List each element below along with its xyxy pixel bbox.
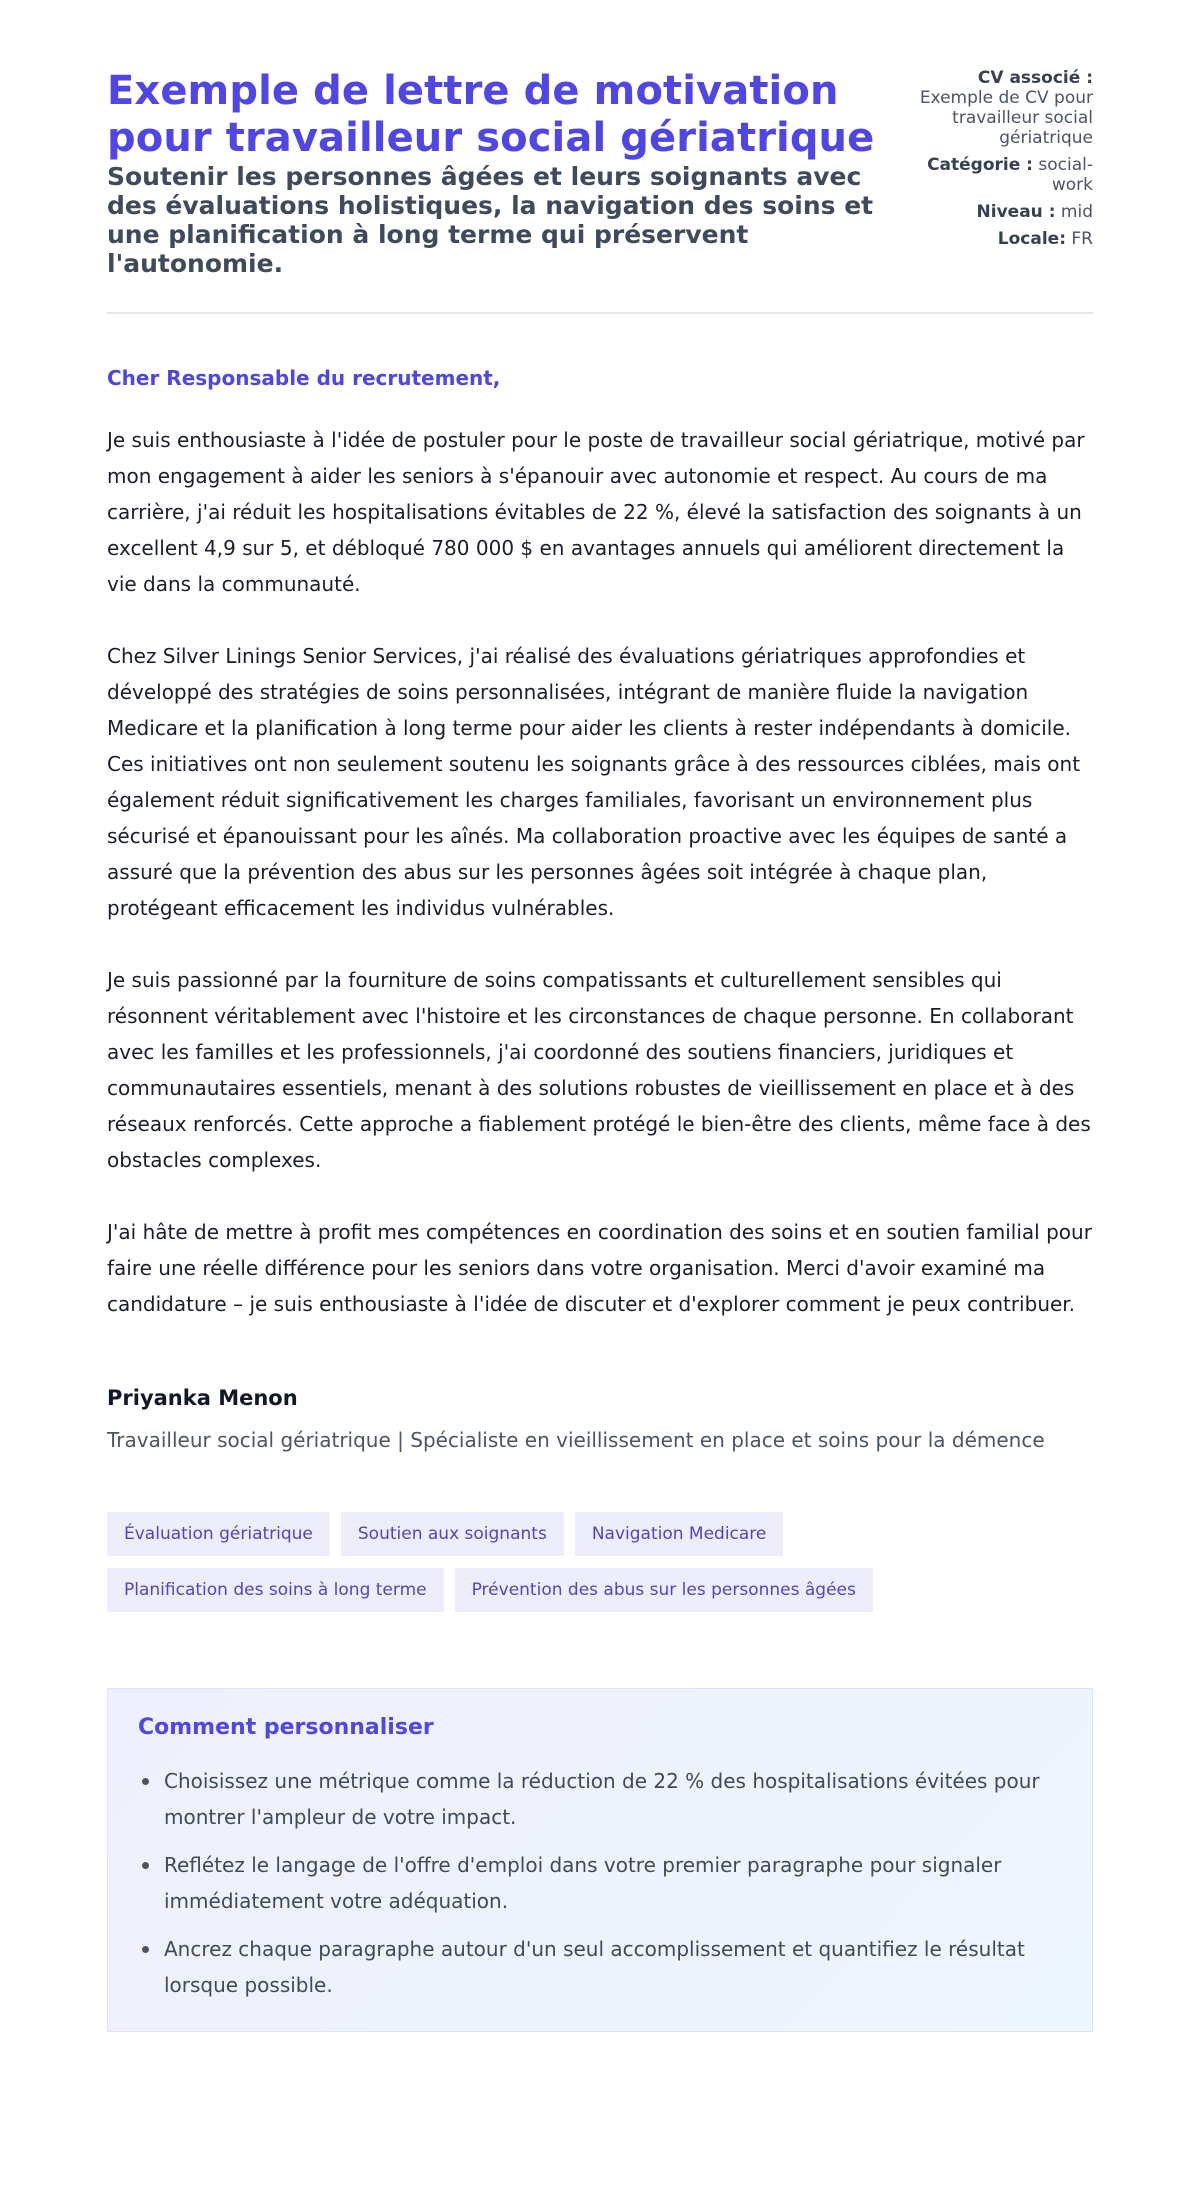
page-title: Exemple de lettre de motivation pour travailleur social gériatrique: [107, 68, 875, 161]
meta-cv-label: CV associé :: [977, 68, 1093, 88]
meta-locale: [893, 229, 1093, 249]
meta-level-value: mid: [1060, 202, 1093, 222]
tip-text: Reflétez le langage de l'offre d'emploi dans votre premier paragraphe pour signaler immédiatement votre adéquation.: [164, 1853, 1002, 1913]
bullet-icon: [142, 1778, 149, 1785]
tip-item: [138, 1847, 1062, 1919]
skill-tags: [107, 1512, 1093, 1612]
letter-body: [107, 364, 1093, 1322]
tip-text: Ancrez chaque paragraphe autour d'un seul accomplissement et quantifiez le résultat lorsque possible.: [164, 1937, 1025, 1997]
meta-level: [893, 202, 1093, 222]
meta-panel: [893, 68, 1093, 256]
tag-medicare-navigation: Navigation Medicare: [575, 1512, 784, 1556]
meta-cv: [893, 68, 1093, 148]
meta-cv-value: Exemple de CV pour travailleur social gériatrique: [919, 88, 1093, 148]
tag-caregiver-support: Soutien aux soignants: [341, 1512, 564, 1556]
salutation: Cher Responsable du recrutement,: [107, 366, 501, 390]
tip-text: Choisissez une métrique comme la réduction de 22 % des hospitalisations évitées pour montrer l'ampleur de votre impact.: [164, 1769, 1040, 1829]
paragraph-experience: Chez Silver Linings Senior Services, j'ai réalisé des évaluations gériatriques approfondies et développé des stratégies de soins personnalisées, intégrant de manière fluide la navigation Medicare et la planification à long terme pour aider les clients à rester indépendants à domicile. Ces initiatives ont non seulement soutenu les soignants grâce à des ressources ciblées, mais ont également réduit significativement les charges familiales, favorisant un environnement plus sécurisé et épanouissant pour les aînés. Ma collaboration proactive avec les équipes de santé a assuré que la prévention des abus sur les personnes âgées soit intégrée à chaque plan, protégeant efficacement les individus vulnérables.: [107, 644, 1081, 920]
letter-paragraphs: [107, 422, 1093, 1322]
customization-tips: [107, 1688, 1093, 2032]
page-subtitle: Soutenir les personnes âgées et leurs soignants avec des évaluations holistiques, la navigation des soins et une planification à long terme qui préservent l'autonomie.: [107, 162, 874, 278]
meta-locale-value: FR: [1071, 229, 1093, 249]
page-header: [107, 68, 1093, 314]
tag-elder-abuse-prevention: Prévention des abus sur les personnes âgées: [455, 1568, 873, 1612]
signature-title: Travailleur social gériatrique | Spécialiste en vieillissement en place et soins pour la démence: [107, 1428, 1045, 1452]
tips-list: [138, 1763, 1062, 2003]
paragraph-closing: J'ai hâte de mettre à profit mes compétences en coordination des soins et en soutien familial pour faire une réelle différence pour les seniors dans votre organisation. Merci d'avoir examiné ma candidature – je suis enthousiaste à l'idée de discuter et d'explorer comment je peux contribuer.: [107, 1220, 1092, 1316]
bullet-icon: [142, 1946, 149, 1953]
meta-locale-label: Locale:: [997, 229, 1066, 249]
header-main: [107, 68, 887, 278]
tag-long-term-care-planning: Planification des soins à long terme: [107, 1568, 444, 1612]
tip-item: [138, 1763, 1062, 1835]
meta-category: [893, 155, 1093, 195]
bullet-icon: [142, 1862, 149, 1869]
signature-name: Priyanka Menon: [107, 1386, 298, 1410]
tips-title: Comment personnaliser: [138, 1715, 434, 1740]
paragraph-approach: Je suis passionné par la fourniture de soins compatissants et culturellement sensibles qui résonnent véritablement avec l'histoire et les circonstances de chaque personne. En collaborant avec les familles et les professionnels, j'ai coordonné des soutiens financiers, juridiques et communautaires essentiels, menant à des solutions robustes de vieillissement en place et à des réseaux renforcés. Cette approche a fiablement protégé le bien-être des clients, même face à des obstacles complexes.: [107, 968, 1091, 1172]
signature-block: [107, 1384, 1093, 1458]
paragraph-intro: Je suis enthousiaste à l'idée de postuler pour le poste de travailleur social gériatrique, motivé par mon engagement à aider les seniors à s'épanouir avec autonomie et respect. Au cours de ma carrière, j'ai réduit les hospitalisations évitables de 22 %, élevé la satisfaction des soignants à un excellent 4,9 sur 5, et débloqué 780 000 $ en avantages annuels qui améliorent directement la vie dans la communauté.: [107, 428, 1085, 596]
tip-item: [138, 1931, 1062, 2003]
tag-geriatric-assessment: Évaluation gériatrique: [107, 1512, 330, 1556]
meta-level-label: Niveau :: [976, 202, 1056, 222]
meta-category-value: social-work: [1038, 155, 1093, 195]
meta-category-label: Catégorie :: [927, 155, 1033, 175]
